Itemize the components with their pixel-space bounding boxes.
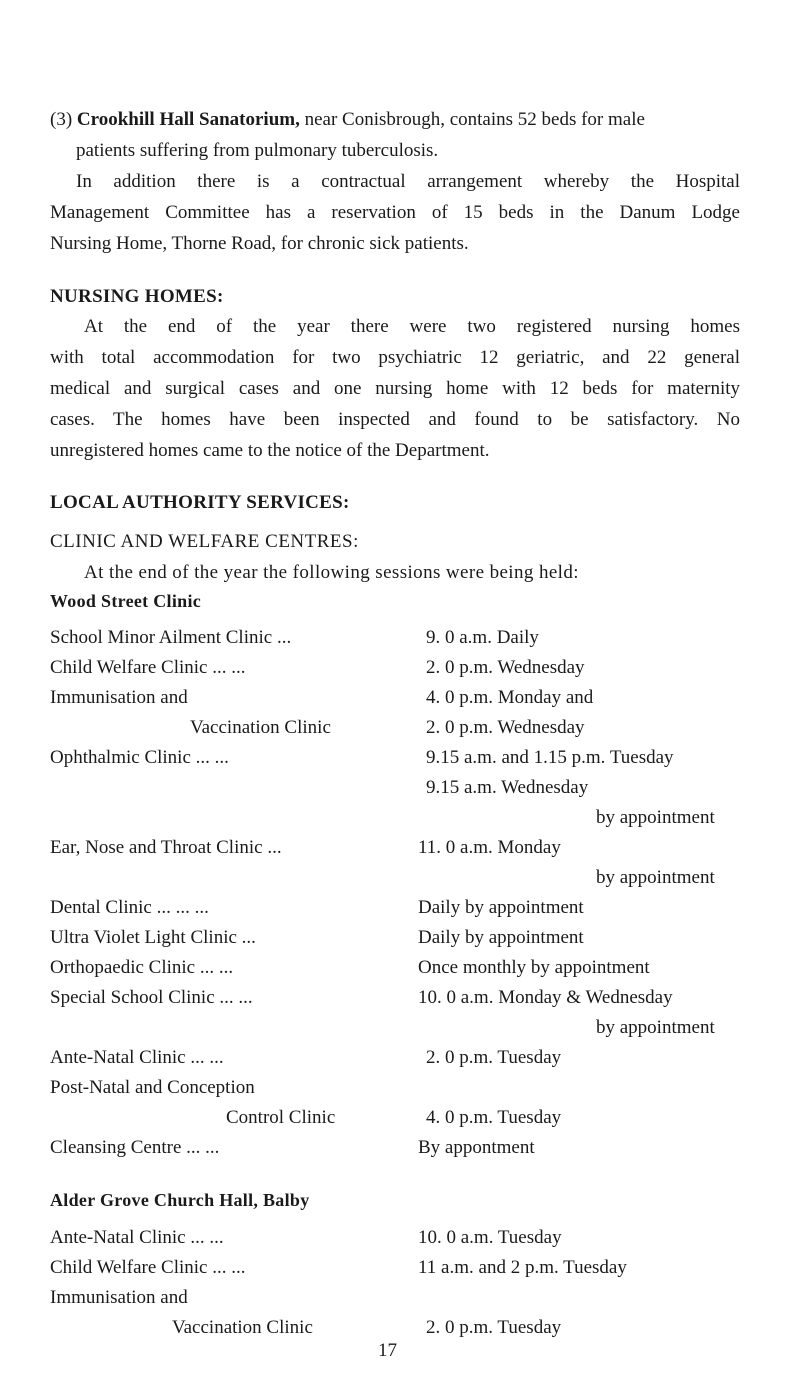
schedule-label: Ophthalmic Clinic ... ...: [50, 747, 229, 768]
schedule-label: Post-Natal and Conception: [50, 1077, 255, 1098]
page-number: 17: [378, 1340, 397, 1361]
schedule-label: Child Welfare Clinic ... ...: [50, 657, 246, 678]
nursing-line-2: with total accommodation for two psychiatric 12 geriatric, and 22 general: [50, 347, 740, 368]
schedule-value: 10. 0 a.m. Monday & Wednesday: [418, 987, 673, 1008]
schedule-value: Daily by appointment: [418, 897, 584, 918]
nursing-line-3: medical and surgical cases and one nursing home with 12 beds for maternity: [50, 378, 740, 399]
schedule-value: 2. 0 p.m. Wednesday: [426, 717, 585, 738]
local-authority-heading: LOCAL AUTHORITY SERVICES:: [50, 492, 350, 513]
intro-line-1: [50, 104, 740, 135]
schedule-label: Cleansing Centre ... ...: [50, 1137, 220, 1158]
schedule-value: by appointment: [596, 867, 715, 888]
schedule-value: Once monthly by appointment: [418, 957, 650, 978]
schedule-value: by appointment: [596, 807, 715, 828]
intro-line-5: Nursing Home, Thorne Road, for chronic sick patients.: [50, 233, 469, 254]
nursing-line-4: cases. The homes have been inspected and found to be satisfactory. No: [50, 409, 740, 430]
schedule-value: 4. 0 p.m. Tuesday: [426, 1107, 562, 1128]
schedule-label: Ultra Violet Light Clinic ...: [50, 927, 256, 948]
schedule-label: Ear, Nose and Throat Clinic ...: [50, 837, 282, 858]
schedule-label: Immunisation and: [50, 1287, 188, 1308]
schedule-value: 11. 0 a.m. Monday: [418, 837, 561, 858]
schedule-label: Immunisation and: [50, 687, 188, 708]
schedule-value: 11 a.m. and 2 p.m. Tuesday: [418, 1257, 627, 1278]
sanatorium-name: Crookhill Hall Sanatorium,: [76, 109, 300, 130]
schedule-value: 2. 0 p.m. Tuesday: [426, 1317, 562, 1338]
schedule-label: Ante-Natal Clinic ... ...: [50, 1227, 224, 1248]
schedule-label: Vaccination Clinic: [190, 717, 331, 738]
schedule-label: Vaccination Clinic: [172, 1317, 313, 1338]
intro-line-2: patients suffering from pulmonary tuberculosis.: [76, 140, 439, 161]
schedule-value: 9.15 a.m. and 1.15 p.m. Tuesday: [426, 747, 674, 768]
sessions-intro: At the end of the year the following sessions were being held:: [84, 562, 579, 583]
schedule-label: Dental Clinic ... ... ...: [50, 897, 209, 918]
schedule-label: Ante-Natal Clinic ... ...: [50, 1047, 224, 1068]
intro-marker: (3): [50, 109, 73, 130]
wood-street-title: Wood Street Clinic: [50, 591, 202, 611]
schedule-value: 9. 0 a.m. Daily: [426, 627, 539, 648]
schedule-label: Control Clinic: [226, 1107, 336, 1128]
clinic-welfare-subheading: CLINIC AND WELFARE CENTRES:: [50, 531, 359, 552]
schedule-value: by appointment: [596, 1017, 715, 1038]
schedule-label: Child Welfare Clinic ... ...: [50, 1257, 246, 1278]
schedule-value: 4. 0 p.m. Monday and: [426, 687, 594, 708]
nursing-line-1: At the end of the year there were two registered nursing homes: [84, 316, 740, 337]
nursing-homes-heading: NURSING HOMES:: [50, 286, 224, 307]
schedule-label: Orthopaedic Clinic ... ...: [50, 957, 234, 978]
schedule-label: School Minor Ailment Clinic ...: [50, 627, 292, 648]
schedule-value: 2. 0 p.m. Wednesday: [426, 657, 585, 678]
schedule-value: 9.15 a.m. Wednesday: [426, 777, 589, 798]
intro-line-3: In addition there is a contractual arrangement whereby the Hospital: [76, 171, 740, 192]
intro-line-4: Management Committee has a reservation of 15 beds in the Danum Lodge: [50, 202, 740, 223]
schedule-label: Special School Clinic ... ...: [50, 987, 253, 1008]
schedule-value: Daily by appointment: [418, 927, 584, 948]
alder-grove-title: Alder Grove Church Hall, Balby: [50, 1190, 310, 1210]
schedule-value: 10. 0 a.m. Tuesday: [418, 1227, 562, 1248]
schedule-value: By appontment: [418, 1137, 535, 1158]
schedule-value: 2. 0 p.m. Tuesday: [426, 1047, 562, 1068]
nursing-line-5: unregistered homes came to the notice of the Department.: [50, 440, 490, 461]
intro-line-1-rest: near Conisbrough, contains 52 beds for male: [304, 109, 645, 130]
